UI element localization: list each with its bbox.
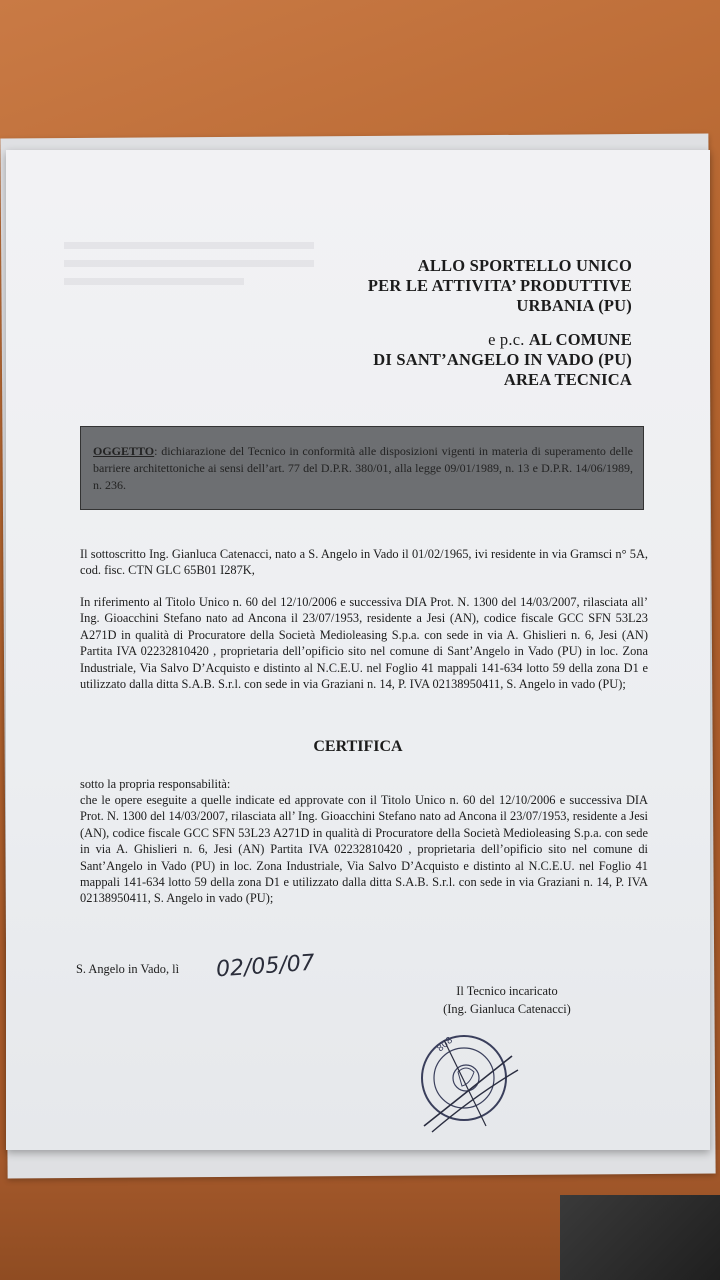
stamp-number: 808 [435, 1035, 456, 1055]
addressee-line: ALLO SPORTELLO UNICO [417, 256, 632, 275]
addressee-line: URBANIA (PU) [516, 296, 632, 315]
signature-block [422, 982, 592, 1018]
professional-stamp [414, 1026, 524, 1136]
declarant-paragraph: Il sottoscritto Ing. Gianluca Catenacci, nato a S. Angelo in Vado il 01/02/1965, ivi residente in via Gramsci n° 5A, cod. fisc. CTN GLC 65B01 I287K, [80, 547, 648, 578]
cc-line: DI SANT’ANGELO IN VADO (PU) [373, 350, 632, 369]
certification-paragraph: che le opere eseguite a quelle indicate ed approvate con il Titolo Unico n. 60 del 12/10/2006 e successiva DIA Prot. N. 1300 del 14/03/2007, rilasciata all’ Ing. Gioacchini Stefano nato ad Ancona il 23/07/1953, residente a Jesi (AN), codice fiscale GCC SFN 53L23 A271D in qualità di Procuratore della Società Medioleasing S.p.a. con sede in via A. Ghislieri n. 6, Jesi (AN) Partita IVA 02232810420 , proprietaria dell’opificio sito nel comune di Sant’Angelo in Vado (PU) in loc. Zona Industriale, Via Salvo D’Acquisto e distinto al N.C.E.U. nel Foglio 41 mappali 141-634 lotto 59 della zona D1 e utilizzato dalla ditta S.A.B. S.r.l. con sede in via Graziani n. 14, P. IVA 02138950411, S. Angelo in vado (PU); [80, 793, 648, 906]
certifica-heading: CERTIFICA [313, 738, 403, 755]
addressee-line: PER LE ATTIVITA’ PRODUTTIVE [367, 276, 632, 295]
bleed-through [64, 242, 314, 249]
cc-recipient: AL COMUNE [528, 330, 632, 349]
cc-block [373, 330, 632, 390]
cc-line: AREA TECNICA [503, 370, 632, 389]
subject-box [80, 426, 644, 510]
signer-role: Il Tecnico incaricato [456, 984, 558, 998]
cc-prefix: e p.c. [488, 330, 529, 349]
bleed-through [64, 278, 244, 285]
subject-text: : dichiarazione del Tecnico in conformità alle disposizioni vigenti in materia di superamento delle barriere architettoniche ai sensi dell’art. 77 del D.P.R. 380/01, alla legge 09/01/1989, n. 13 e D.P.R. 14/06/1989, n. 236. [93, 444, 633, 492]
bleed-through [64, 260, 314, 267]
subject-label: OGGETTO [93, 444, 155, 458]
place-date-label: S. Angelo in Vado, lì [76, 962, 180, 976]
signer-name: (Ing. Gianluca Catenacci) [443, 1002, 571, 1016]
responsibility-line: sotto la propria responsabilità: [80, 777, 231, 791]
reference-paragraph: In riferimento al Titolo Unico n. 60 del 12/10/2006 e successiva DIA Prot. N. 1300 del 14/03/2007, rilasciata all’ Ing. Gioacchini Stefano nato ad Ancona il 23/07/1953, residente a Jesi (AN), codice fiscale GCC SFN 53L23 A271D in qualità di Procuratore della Società Medioleasing S.p.a. con sede in via A. Ghislieri n. 6, Jesi (AN) Partita IVA 02232810420 , proprietaria dell’opificio sito nel comune di Sant’Angelo in Vado (PU) in loc. Zona Industriale, Via Salvo D’Acquisto e distinto al N.C.E.U. nel Foglio 41 mappali 141-634 lotto 59 della zona D1 e utilizzato dalla ditta S.A.B. S.r.l. con sede in via Graziani n. 14, P. IVA 02138950411, S. Angelo in vado (PU); [80, 595, 648, 692]
handwritten-date: 02/05/07 [215, 950, 316, 983]
document-page [6, 150, 710, 1150]
addressee-block [368, 256, 632, 316]
background-object [560, 1195, 720, 1280]
cc-line [373, 330, 632, 350]
